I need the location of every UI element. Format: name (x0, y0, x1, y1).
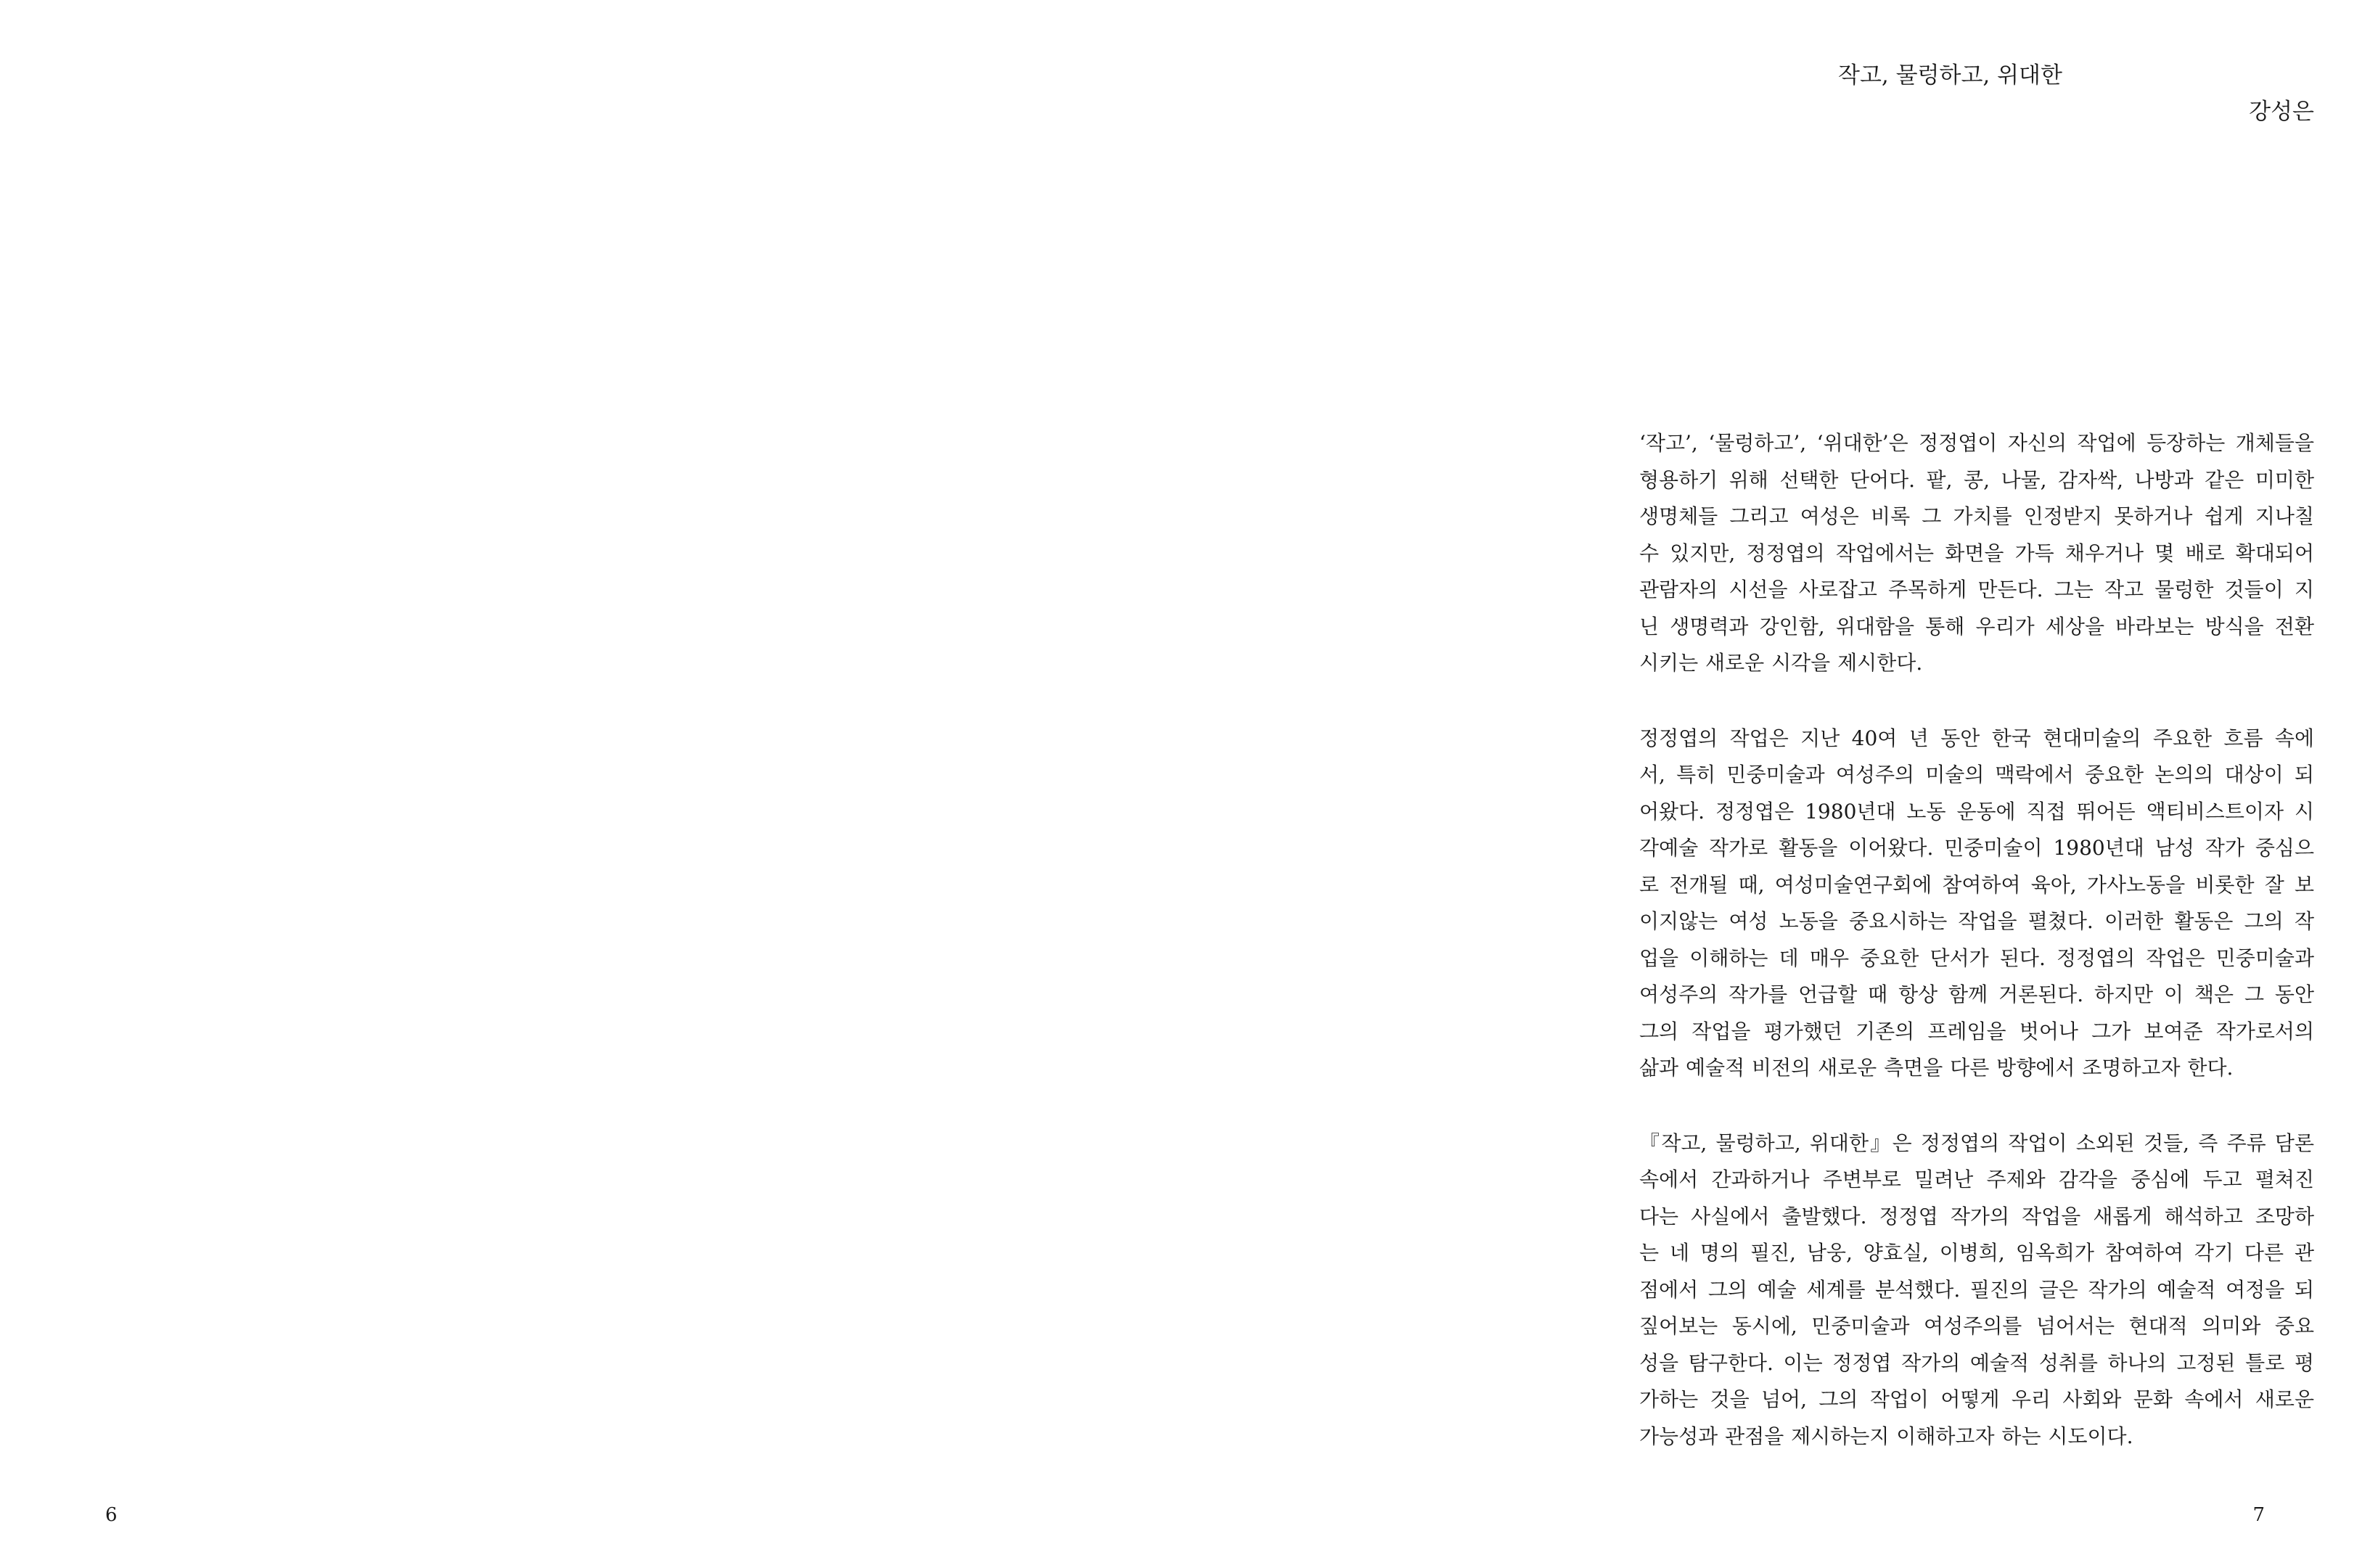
page-number-left: 6 (105, 1504, 118, 1526)
text-line: 성을 탐구한다. 이는 정정엽 작가의 예술적 성취를 하나의 고정된 틀로 평 (1639, 1350, 2314, 1375)
text-line: 닌 생명력과 강인함, 위대함을 통해 우리가 세상을 바라보는 방식을 전환 (1639, 614, 2314, 639)
text-line: 속에서 간과하거나 주변부로 밀려난 주제와 감각을 중심에 두고 펼쳐진 (1639, 1167, 2314, 1191)
text-line: 생명체들 그리고 여성은 비록 그 가치를 인정받지 못하거나 쉽게 지나칠 (1639, 504, 2314, 528)
text-line: 삶과 예술적 비전의 새로운 측면을 다른 방향에서 조명하고자 한다. (1639, 1056, 2234, 1080)
text-line: 점에서 그의 예술 세계를 분석했다. 필진의 글은 작가의 예술적 여정을 되 (1639, 1277, 2314, 1302)
article-author: 강성은 (2249, 99, 2314, 125)
text-line: 업을 이해하는 데 매우 중요한 단서가 된다. 정정엽의 작업은 민중미술과 (1639, 945, 2314, 970)
right-page (1185, 0, 2370, 1568)
text-line: 시키는 새로운 시각을 제시한다. (1639, 651, 1923, 675)
text-line: 짚어보는 동시에, 민중미술과 여성주의를 넘어서는 현대적 의미와 중요 (1639, 1314, 2314, 1338)
text-line: 어왔다. 정정엽은 1980년대 노동 운동에 직접 뛰어든 액티비스트이자 시 (1639, 799, 2314, 824)
text-line: 각예술 작가로 활동을 이어왔다. 민중미술이 1980년대 남성 작가 중심으 (1639, 836, 2314, 860)
text-line: 가능성과 관점을 제시하는지 이해하고자 하는 시도이다. (1639, 1424, 2133, 1448)
text-line: 관람자의 시선을 사로잡고 주목하게 만든다. 그는 작고 물렁한 것들이 지 (1639, 578, 2314, 602)
text-line: ‘작고’, ‘물렁하고’, ‘위대한’은 정정엽이 자신의 작업에 등장하는 개체들을 (1639, 431, 2314, 455)
paragraph-1 (1639, 425, 2314, 682)
text-line: 서, 특히 민중미술과 여성주의 미술의 맥락에서 중요한 논의의 대상이 되 (1639, 763, 2314, 787)
article-title: 작고, 물렁하고, 위대한 (1838, 62, 2062, 89)
text-line: 『작고, 물렁하고, 위대한』은 정정엽의 작업이 소외된 것들, 즉 주류 담론 (1639, 1130, 2314, 1155)
text-line: 가하는 것을 넘어, 그의 작업이 어떻게 우리 사회와 문화 속에서 새로운 (1639, 1387, 2314, 1411)
text-line: 로 전개될 때, 여성미술연구회에 참여하여 육아, 가사노동을 비롯한 잘 보 (1639, 872, 2314, 897)
paragraph-3 (1639, 1125, 2314, 1456)
page-number-right: 7 (2252, 1504, 2265, 1526)
text-line: 이지않는 여성 노동을 중요시하는 작업을 펼쳤다. 이러한 활동은 그의 작 (1639, 909, 2314, 933)
text-line: 다는 사실에서 출발했다. 정정엽 작가의 작업을 새롭게 해석하고 조망하 (1639, 1204, 2314, 1228)
text-line: 여성주의 작가를 언급할 때 항상 함께 거론된다. 하지만 이 책은 그 동안 (1639, 982, 2314, 1006)
text-line: 형용하기 위해 선택한 단어다. 팥, 콩, 나물, 감자싹, 나방과 같은 미미한 (1639, 467, 2314, 492)
paragraph-2 (1639, 721, 2314, 1087)
text-line: 그의 작업을 평가했던 기존의 프레임을 벗어나 그가 보여준 작가로서의 (1639, 1019, 2314, 1043)
text-line: 는 네 명의 필진, 남웅, 양효실, 이병희, 임옥희가 참여하여 각기 다른 관 (1639, 1241, 2314, 1265)
body-text (1639, 425, 2314, 1493)
text-line: 정정엽의 작업은 지난 40여 년 동안 한국 현대미술의 주요한 흐름 속에 (1639, 726, 2314, 750)
text-line: 수 있지만, 정정엽의 작업에서는 화면을 가득 채우거나 몇 배로 확대되어 (1639, 541, 2314, 565)
